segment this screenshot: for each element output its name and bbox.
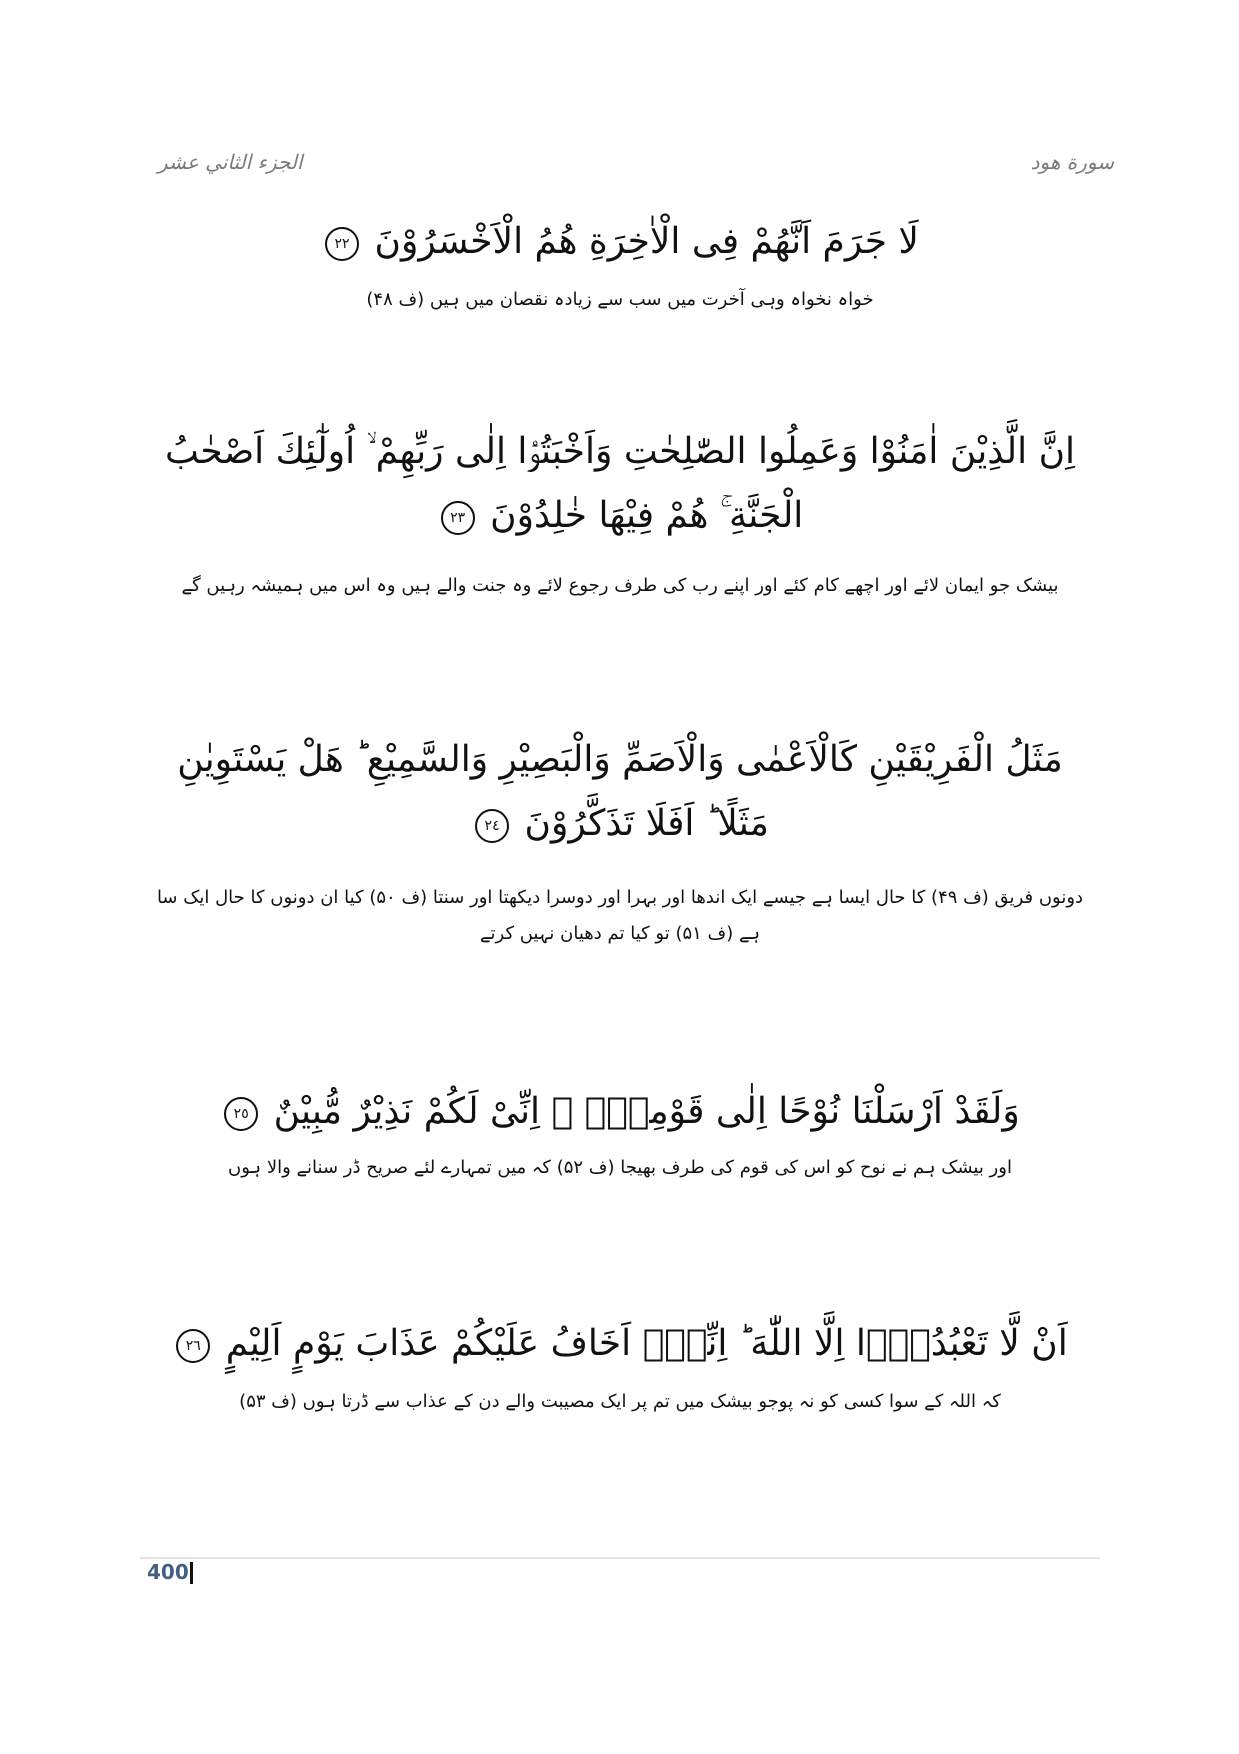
translation-line: بیشک جو ایمان لائے اور اچھے کام کئے اور اپنے رب کی طرف رجوع لائے وہ جنت والے ہیں وہ اس میں ہمیشہ رہیں گے <box>181 575 1059 596</box>
translation-24 <box>150 880 1090 952</box>
translation-22 <box>150 282 1090 318</box>
verse-26 <box>150 1312 1090 1376</box>
translation-26 <box>150 1384 1090 1420</box>
verse-line: مَثَلُ الْفَرِيْقَيْنِ كَالْاَعْمٰى وَالْاَصَمِّ وَالْبَصِيْرِ وَالسَّمِيْعِ ؕ هَلْ يَسْتَوِيٰنِ <box>177 739 1063 780</box>
translation-line: دونوں فریق (ف ۴۹) کا حال ایسا ہے جیسے ایک اندھا اور بہرا اور دوسرا دیکھتا اور سنتا (ف ۵۰) کیا ان دونوں کا حال ایک سا <box>156 887 1084 908</box>
verse-24 <box>150 728 1090 856</box>
translation-line: اور بیشک ہم نے نوح کو اس کی قوم کی طرف بھیجا (ف ۵۲) کہ میں تمہارے لئے صریح ڈر سنانے والا ہوں <box>228 1157 1012 1178</box>
translation-line: ہے (ف ۵۱) تو کیا تم دھیان نہیں کرتے <box>479 923 761 944</box>
ayah-number-marker: ٢٢ <box>325 227 359 261</box>
ayah-number-marker: ٢٦ <box>176 1329 210 1363</box>
verse-25 <box>150 1080 1090 1144</box>
verse-line: لَا جَرَمَ اَنَّهُمْ فِى الْاٰخِرَةِ هُمُ الْاَخْسَرُوْنَ <box>374 221 919 262</box>
footer-divider <box>140 1557 1100 1559</box>
verse-line: الْجَنَّةِ ۚ هُمْ فِيْهَا خٰلِدُوْنَ <box>490 495 804 536</box>
ayah-number-marker: ٢٥ <box>224 1097 258 1131</box>
verse-line: مَثَلًا ؕ اَفَلَا تَذَكَّرُوْنَ <box>524 803 769 844</box>
verse-23 <box>150 420 1090 548</box>
juz-header: الجزء الثاني عشر <box>158 150 303 174</box>
translation-25 <box>150 1150 1090 1186</box>
translation-line: خواہ نخواہ وہی آخرت میں سب سے زیادہ نقصان میں ہیں (ف ۴۸) <box>366 289 874 310</box>
page-number-separator <box>190 1562 193 1584</box>
translation-line: کہ اللہ کے سوا کسی کو نہ پوجو بیشک میں تم پر ایک مصیبت والے دن کے عذاب سے ڈرتا ہوں (ف ۵۳) <box>239 1391 1001 1412</box>
ayah-number-marker: ٢٣ <box>441 501 475 535</box>
translation-23 <box>150 568 1090 604</box>
surah-header: سورة هود <box>1030 150 1114 174</box>
verse-line: اَنْ لَّا تَعْبُدُوْۤا اِلَّا اللّٰهَ ؕ اِنِّىْۤ اَخَافُ عَلَيْكُمْ عَذَابَ يَوْمٍ اَلِيْمٍ <box>225 1323 1068 1364</box>
verse-line: اِنَّ الَّذِيْنَ اٰمَنُوْا وَعَمِلُوا الصّٰلِحٰتِ وَاَخْبَتُوْۤا اِلٰى رَبِّهِمْ ۙ اُولٰٓئِكَ اَصْحٰبُ <box>164 431 1076 472</box>
ayah-number-marker: ٢٤ <box>475 809 509 843</box>
verse-line: وَلَقَدْ اَرْسَلْنَا نُوْحًا اِلٰى قَوْمِهٖۤ ۙ اِنِّىْ لَكُمْ نَذِيْرٌ مُّبِيْنٌ <box>273 1091 1020 1132</box>
verse-22 <box>150 210 1090 274</box>
page-number: 400 <box>147 1560 189 1584</box>
